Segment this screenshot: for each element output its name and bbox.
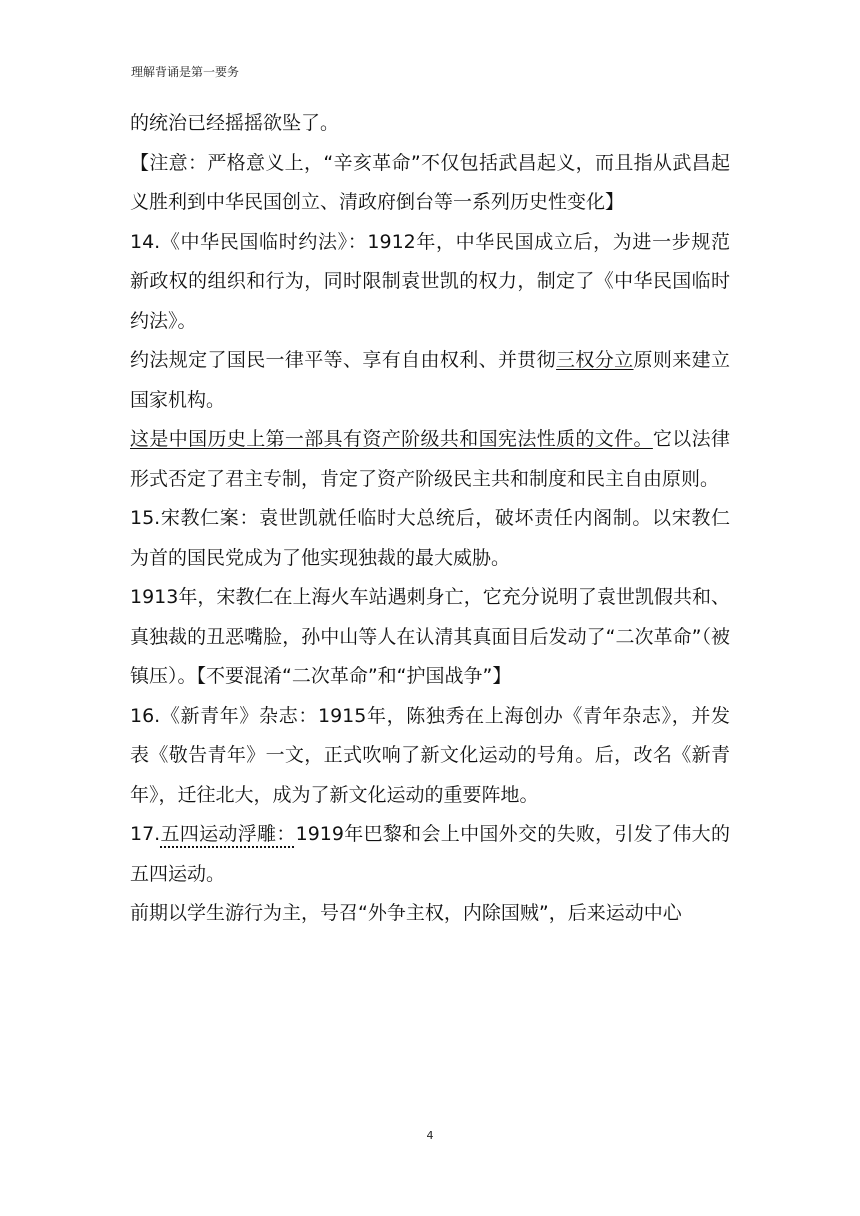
emphasized-title: 五四运动浮雕： — [160, 823, 296, 845]
paragraph-song-assassination: 1913年，宋教仁在上海火车站遇刺身亡，它充分说明了袁世凯假共和、真独裁的丑恶嘴脸，孙中山等人在认清其真面目后发动了“二次革命”（被镇压）。【不要混淆“二次革命”和“护国战争”】 — [130, 586, 730, 687]
paragraph-item-15: 15.宋教仁案：袁世凯就任临时大总统后，破坏责任内阁制。以宋教仁为首的国民党成为了他实现独裁的最大威胁。 — [130, 507, 730, 569]
running-header: 理解背诵是第一要务 — [131, 65, 240, 79]
paragraph-note-xinhai: 【注意：严格意义上，“辛亥革命”不仅包括武昌起义，而且指从武昌起义胜利到中华民国创立、清政府倒台等一系列历史性变化】 — [130, 151, 730, 213]
underlined-sentence: 这是中国历史上第一部具有资产阶级共和国宪法性质的文件。 — [130, 428, 653, 450]
paragraph-item-14: 14.《中华民国临时约法》：1912年，中华民国成立后，为进一步规范新政权的组织和行为，同时限制袁世凯的权力，制定了《中华民国临时约法》。 — [130, 230, 730, 332]
text-segment: 它以法律形式否定了君主专制，肯定了资产阶级民主共和制度和民主自由原则。 — [130, 428, 730, 490]
paragraph-may-fourth-early: 前期以学生游行为主，号召“外争主权，内除国贼”，后来运动中心 — [130, 902, 682, 924]
paragraph-item-17 — [130, 815, 730, 894]
item-number: 17. — [130, 823, 161, 845]
text-segment: 1919年巴黎和会上中国外交的失败，引发了伟大的五四运动。 — [130, 823, 730, 885]
page-number: 4 — [426, 1129, 434, 1142]
paragraph-constitution-significance — [130, 420, 730, 499]
paragraph-constitution-provisions — [130, 341, 730, 420]
document-body — [130, 104, 730, 934]
text-segment: 原则来建立国家机构。 — [130, 349, 730, 411]
paragraph-item-16: 16.《新青年》杂志：1915年，陈独秀在上海创办《青年杂志》，并发表《敬告青年》一文，正式吹响了新文化运动的号角。后，改名《新青年》，迁往北大，成为了新文化运动的重要阵地。 — [130, 704, 730, 806]
text-segment: 约法规定了国民一律平等、享有自由权利、并贯彻 — [130, 349, 557, 371]
paragraph-continuation: 的统治已经摇摇欲坠了。 — [130, 112, 340, 134]
underlined-term: 三权分立 — [556, 349, 634, 371]
